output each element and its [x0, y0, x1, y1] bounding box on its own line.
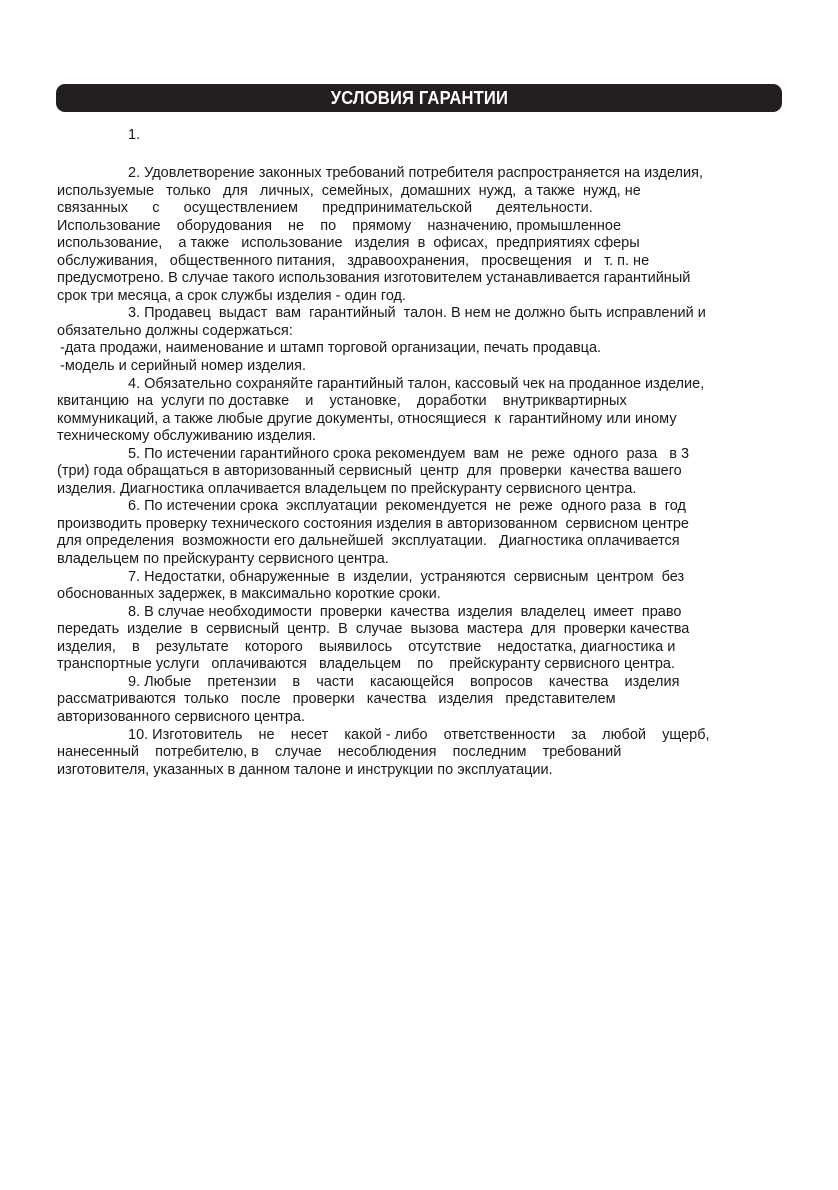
text-line: обязательно должны содержаться: — [57, 322, 293, 339]
text-line: 7. Недостатки, обнаруженные в изделии, устраняются сервисным центром без — [128, 568, 685, 585]
text-line: изделия. Диагностика оплачивается владельцем по прейскуранту сервисного центра. — [57, 480, 637, 497]
text-line: квитанцию на услуги по доставке и установке, доработки внутриквартирных — [57, 393, 627, 410]
warranty-item-8 — [57, 604, 783, 674]
text-line: для определения возможности его дальнейшей эксплуатации. Диагностика оплачивается — [57, 533, 680, 550]
text-line: авторизованного сервисного центра. — [57, 708, 306, 725]
warranty-terms-body — [57, 165, 783, 779]
text-line: владельцем по прейскуранту сервисного центра. — [57, 551, 389, 568]
text-line: 6. По истечении срока эксплуатации рекомендуется не реже одного раза в год — [128, 498, 686, 515]
text-line: коммуникаций, а также любые другие документы, относящиеся к гарантийному или иному — [57, 410, 677, 427]
warranty-item-2 — [57, 165, 783, 305]
text-line: транспортные услуги оплачиваются владельцем по прейскуранту сервисного центра. — [57, 656, 675, 673]
warranty-item-4 — [57, 376, 783, 446]
text-line: 3. Продавец выдаст вам гарантийный талон. В нем не должно быть исправлений и — [128, 305, 706, 322]
text-line: связанных с осуществлением предпринимательской деятельности. — [57, 200, 593, 217]
text-line: 5. По истечении гарантийного срока рекомендуем вам не реже одного раза в 3 — [128, 445, 690, 462]
text-line: производить проверку технического состояния изделия в авторизованном сервисном центре — [57, 515, 689, 532]
text-line: предусмотрено. В случае такого использования изготовителем устанавливается гарантийный — [57, 270, 691, 287]
warranty-item-1: 1. — [128, 127, 141, 143]
warranty-item-3 — [57, 305, 783, 375]
warranty-item-6 — [57, 498, 783, 568]
text-line: 10. Изготовитель не несет какой - либо ответственности за любой ущерб, — [128, 726, 710, 743]
text-line: используемые только для личных, семейных, домашних нужд, а также нужд, не — [57, 182, 641, 199]
list-item: -модель и серийный номер изделия. — [60, 358, 307, 375]
text-line: Использование оборудования не по прямому назначению, промышленное — [57, 217, 622, 234]
text-line: использование, а также использование изделия в офисах, предприятиях сферы — [57, 235, 640, 252]
text-line: изделия, в результате которого выявилось отсутствие недостатка, диагностика и — [57, 638, 676, 655]
section-title: УСЛОВИЯ ГАРАНТИИ — [330, 88, 508, 108]
warranty-item-10 — [57, 727, 783, 780]
text-line: 8. В случае необходимости проверки качества изделия владелец имеет право — [128, 603, 682, 620]
text-line: (три) года обращаться в авторизованный сервисный центр для проверки качества вашего — [57, 463, 682, 480]
text-line: 2. Удовлетворение законных требований потребителя распространяется на изделия, — [128, 165, 703, 181]
text-line: срок три месяца, а срок службы изделия - один год. — [57, 287, 407, 304]
warranty-item-9 — [57, 674, 783, 727]
text-line: 9. Любые претензии в части касающейся вопросов качества изделия — [128, 673, 680, 690]
text-line: нанесенный потребителю, в случае несоблюдения последним требований — [57, 744, 622, 761]
text-line: изготовителя, указанных в данном талоне и инструкции по эксплуатации. — [57, 761, 553, 778]
warranty-item-7 — [57, 569, 783, 604]
text-line: обоснованных задержек, в максимально короткие сроки. — [57, 586, 441, 603]
list-item: -дата продажи, наименование и штамп торговой организации, печать продавца. — [60, 340, 602, 357]
text-line: техническому обслуживанию изделия. — [57, 428, 317, 445]
text-line: обслуживания, общественного питания, здравоохранения, просвещения и т. п. не — [57, 252, 650, 269]
section-header-bar — [56, 84, 782, 112]
text-line: 4. Обязательно сохраняйте гарантийный талон, кассовый чек на проданное изделие, — [128, 375, 705, 392]
text-line: передать изделие в сервисный центр. В случае вызова мастера для проверки качества — [57, 621, 690, 638]
text-line: рассматриваются только после проверки качества изделия представителем — [57, 691, 616, 708]
warranty-item-5 — [57, 446, 783, 499]
